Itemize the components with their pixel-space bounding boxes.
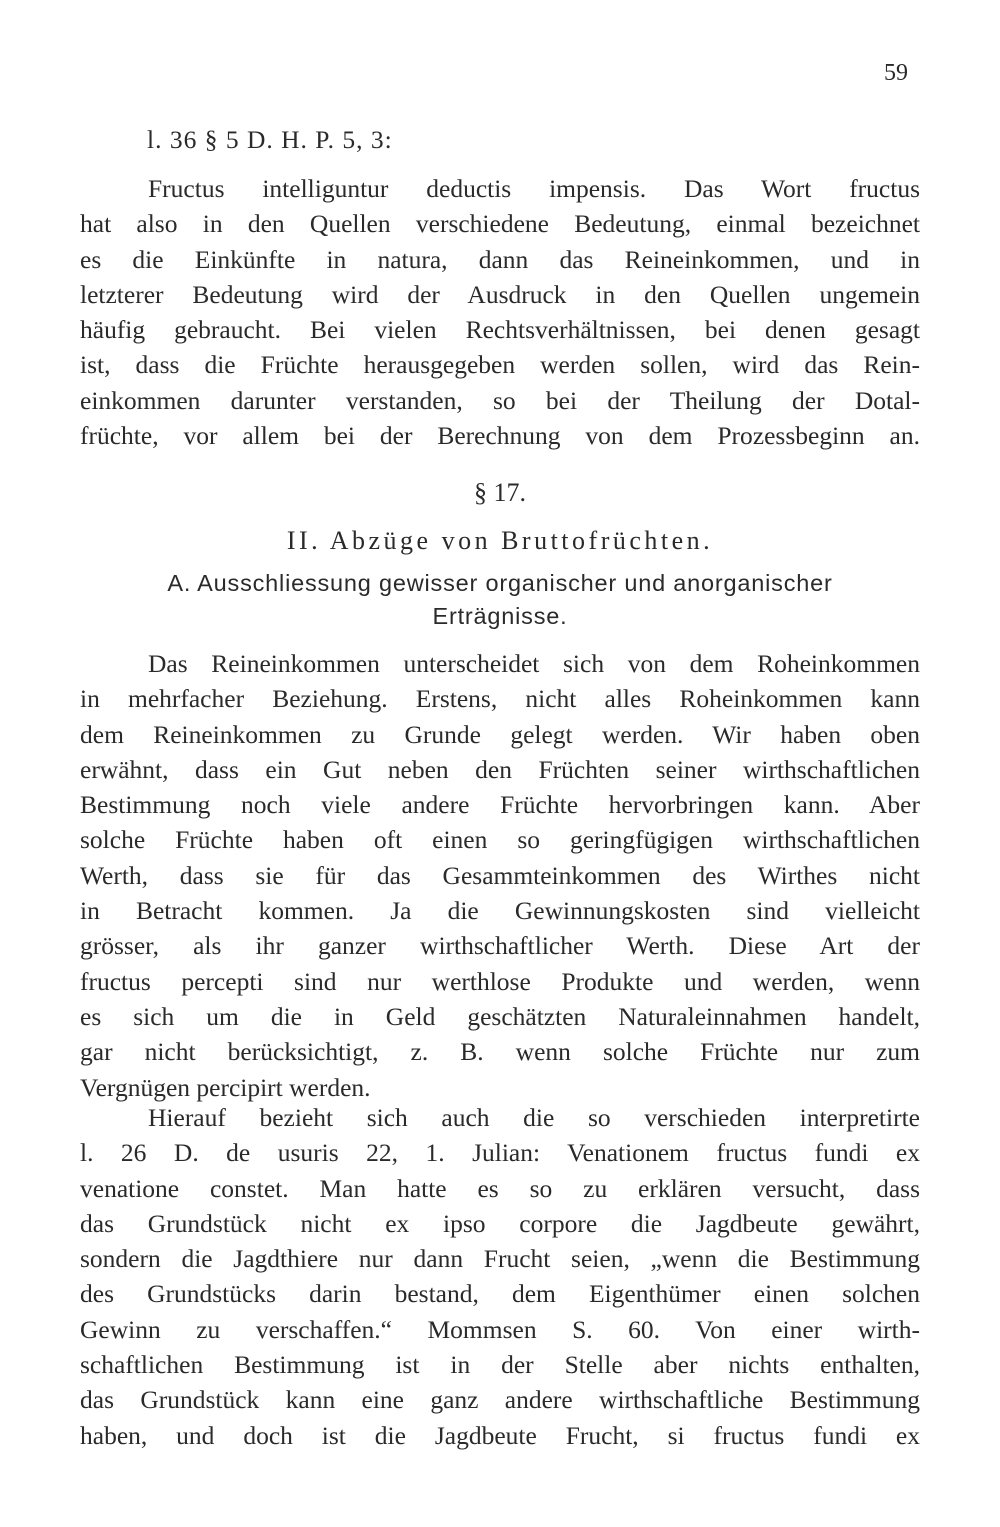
text-line: erwähnt, dass ein Gut neben den Früchten seiner wirthschaftlichen	[80, 754, 920, 784]
text-line: gar nicht berücksichtigt, z. B. wenn solche Früchte nur zum	[80, 1037, 920, 1067]
paragraph-3	[80, 1100, 920, 1453]
text-line: Das Reineinkommen unterscheidet sich von dem Roheinkommen	[148, 649, 920, 678]
text-line: es sich um die in Geld geschätzten Naturaleinnahmen handelt,	[80, 1001, 920, 1031]
text-line: häufig gebraucht. Bei vielen Rechtsverhältnissen, bei denen gesagt	[80, 315, 920, 345]
text-line: das Grundstück nicht ex ipso corpore die Jagdbeute gewährt,	[80, 1208, 920, 1238]
text-line: früchte, vor allem bei der Berechnung von dem Prozessbeginn an.	[80, 421, 920, 451]
text-line: Fructus intelliguntur deductis impensis. Das Wort fructus	[148, 174, 920, 203]
text-line: hat also in den Quellen verschiedene Bedeutung, einmal bezeichnet	[80, 209, 920, 239]
text-line: einkommen darunter verstanden, so bei der Theilung der Dotal-	[80, 385, 920, 415]
text-line: letzterer Bedeutung wird der Ausdruck in den Quellen ungemein	[80, 279, 920, 309]
citation: l. 36 § 5 D. H. P. 5, 3:	[147, 125, 393, 154]
text-line: grösser, als ihr ganzer wirthschaftlicher Werth. Diese Art der	[80, 931, 920, 961]
subheading-line-2: Erträgnisse.	[432, 603, 568, 629]
text-line: in mehrfacher Beziehung. Erstens, nicht alles Roheinkommen kann	[80, 684, 920, 714]
subheading-line-1: A. Ausschliessung gewisser organischer und anorganischer	[167, 570, 833, 596]
text-line: Gewinn zu verschaffen.“ Mommsen S. 60. Von einer wirth-	[80, 1314, 920, 1344]
text-line: des Grundstücks darin bestand, dem Eigenthümer einen solchen	[80, 1279, 920, 1309]
text-line: Werth, dass sie für das Gesammteinkommen des Wirthes nicht	[80, 860, 920, 890]
text-line: schaftlichen Bestimmung ist in der Stelle aber nichts enthalten,	[80, 1350, 920, 1380]
text-line: es die Einkünfte in natura, dann das Reineinkommen, und in	[80, 244, 920, 274]
text-line: haben, und doch ist die Jagdbeute Frucht, si fructus fundi ex	[80, 1420, 920, 1450]
text-line: l. 26 D. de usuris 22, 1. Julian: Venationem fructus fundi ex	[80, 1138, 920, 1168]
text-line: ist, dass die Früchte herausgegeben werden sollen, wird das Rein-	[80, 350, 920, 380]
text-line: Vergnügen percipirt werden.	[80, 1072, 371, 1102]
text-line: dem Reineinkommen zu Grunde gelegt werden. Wir haben oben	[80, 719, 920, 749]
paragraph-2	[80, 646, 920, 1105]
section-heading: II. Abzüge von Bruttofrüchten.	[286, 526, 714, 555]
text-line: sondern die Jagdthiere nur dann Frucht seien, „wenn die Bestimmung	[80, 1244, 920, 1274]
text-line: Bestimmung noch viele andere Früchte hervorbringen kann. Aber	[80, 790, 920, 820]
section-mark: § 17.	[474, 478, 526, 507]
text-line: Hierauf bezieht sich auch die so verschieden interpretirte	[148, 1103, 920, 1132]
text-line: venatione constet. Man hatte es so zu erklären versucht, dass	[80, 1173, 920, 1203]
paragraph-1	[80, 171, 920, 453]
text-line: in Betracht kommen. Ja die Gewinnungskosten sind vielleicht	[80, 896, 920, 926]
text-line: das Grundstück kann eine ganz andere wirthschaftliche Bestimmung	[80, 1385, 920, 1415]
text-line: solche Früchte haben oft einen so geringfügigen wirthschaftlichen	[80, 825, 920, 855]
text-line: fructus percepti sind nur werthlose Produkte und werden, wenn	[80, 966, 920, 996]
page-number: 59	[884, 60, 908, 86]
